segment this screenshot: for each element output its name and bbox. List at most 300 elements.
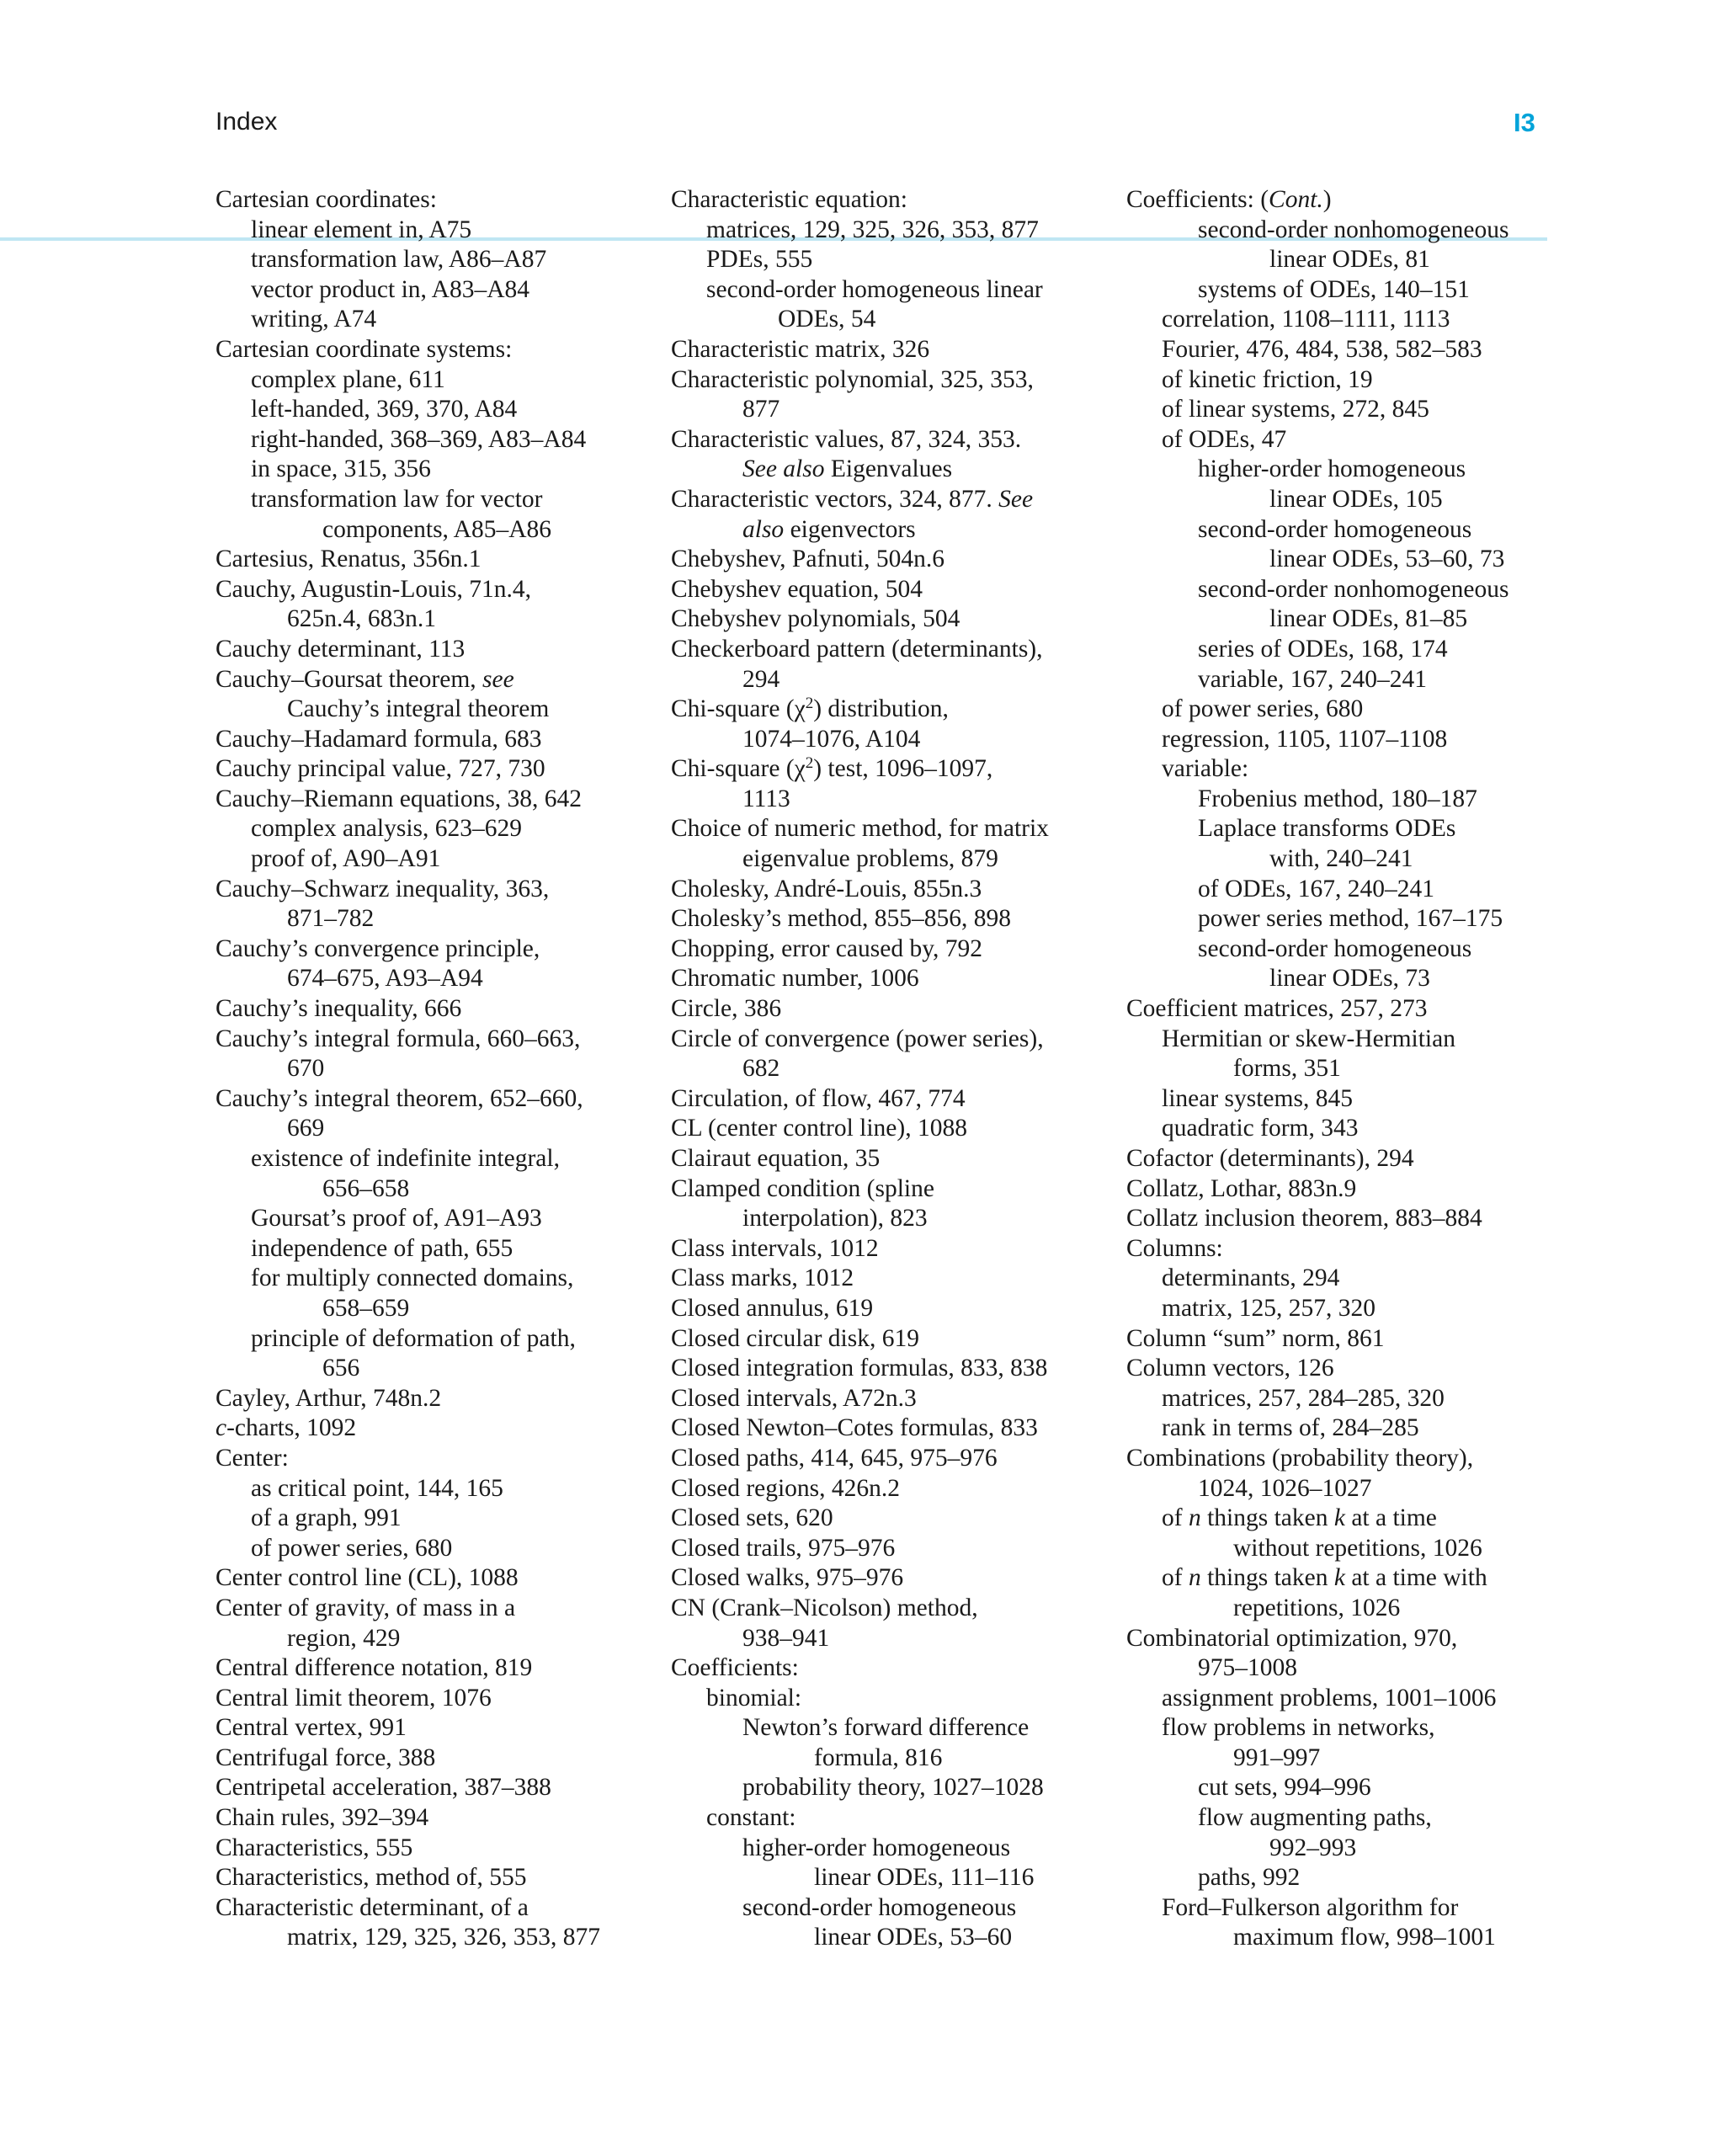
- index-entry: [671, 335, 1109, 365]
- index-entry-continuation: 669: [287, 1115, 325, 1142]
- index-entry: [216, 1563, 653, 1594]
- index-entry-text: rank in terms of, 284–285: [1162, 1414, 1419, 1442]
- index-entry: [1126, 1084, 1564, 1115]
- index-entry-text: PDEs, 555: [706, 246, 813, 274]
- index-entry-continuation: linear ODEs, 81–85: [1269, 605, 1468, 633]
- index-column-3: [1126, 185, 1564, 1953]
- index-entry: [1126, 785, 1564, 815]
- index-entry-text: systems of ODEs, 140–151: [1198, 275, 1470, 303]
- index-entry-continuation: linear ODEs, 81: [1269, 246, 1430, 274]
- index-entry-text: Characteristic matrix, 326: [671, 335, 930, 363]
- index-entry: [1126, 904, 1564, 934]
- index-entry-text: Closed paths, 414, 645, 975–976: [671, 1444, 998, 1472]
- index-entry: [216, 1504, 653, 1534]
- index-entry-text: probability theory, 1027–1028: [742, 1774, 1044, 1802]
- index-entry: [671, 1834, 1109, 1893]
- index-entry-continuation: ODEs, 54: [778, 306, 876, 333]
- index-entry: [1126, 455, 1564, 514]
- index-entry: [1126, 1324, 1564, 1355]
- index-entry-text: Collatz inclusion theorem, 883–884: [1126, 1205, 1482, 1232]
- index-entry: [216, 485, 653, 545]
- index-entry: [671, 575, 1109, 605]
- index-entry-text: Circulation, of flow, 467, 774: [671, 1084, 966, 1112]
- index-entry: [1126, 1025, 1564, 1084]
- index-entry: [671, 964, 1109, 994]
- index-entry-text: for multiply connected domains,: [251, 1264, 574, 1292]
- index-entry: [216, 1534, 653, 1564]
- index-entry-text: Centrifugal force, 388: [216, 1743, 436, 1771]
- index-entry: [1126, 1234, 1564, 1264]
- index-entry: [1126, 185, 1564, 216]
- index-entry-text: Cauchy’s integral formula, 660–663,: [216, 1025, 581, 1052]
- index-entry: [1126, 875, 1564, 905]
- index-entry-continuation: See also Eigenvalues: [742, 455, 953, 483]
- index-entry-continuation: 1113: [742, 785, 790, 812]
- page-number: I3: [1514, 108, 1535, 137]
- index-entry: [216, 1444, 653, 1474]
- index-entry: [1126, 725, 1564, 755]
- index-entry-text: transformation law, A86–A87: [251, 246, 547, 274]
- index-entry-text: Chebyshev, Pafnuti, 504n.6: [671, 546, 945, 573]
- index-entry-continuation: 656–658: [322, 1174, 410, 1202]
- index-entry: [671, 216, 1109, 246]
- index-entry: [216, 1144, 653, 1204]
- index-entry: [216, 785, 653, 815]
- index-entry-continuation: 294: [742, 665, 780, 693]
- index-entry-text: Cauchy determinant, 113: [216, 635, 466, 663]
- index-entry: [216, 575, 653, 635]
- index-entry-continuation: maximum flow, 998–1001: [1233, 1924, 1496, 1951]
- index-entry-text: of ODEs, 47: [1162, 425, 1287, 453]
- index-entry: [1126, 1204, 1564, 1234]
- index-entry-continuation: components, A85–A86: [322, 515, 552, 543]
- index-entry: [216, 335, 653, 365]
- index-entry-text: Coefficients:: [671, 1654, 799, 1682]
- index-entry: [1126, 1773, 1564, 1803]
- index-entry: [1126, 1624, 1564, 1684]
- index-entry-text: Closed Newton–Cotes formulas, 833: [671, 1414, 1038, 1442]
- index-entry-continuation: eigenvalue problems, 879: [742, 845, 998, 873]
- index-entry-text: Chopping, error caused by, 792: [671, 934, 983, 962]
- index-entry-text: Cholesky, André-Louis, 855n.3: [671, 875, 982, 902]
- index-entry: [216, 635, 653, 665]
- index-entry: [216, 305, 653, 335]
- index-entry: [1126, 1144, 1564, 1174]
- index-entry: [216, 425, 653, 455]
- index-entry-continuation: without repetitions, 1026: [1233, 1534, 1482, 1562]
- index-entry-text: second-order homogeneous linear: [706, 275, 1043, 303]
- index-entry: [1126, 216, 1564, 275]
- index-entry-text: Chi-square $(\chi^2)$ distribution,: [671, 695, 949, 723]
- index-entry-text: Closed integration formulas, 833, 838: [671, 1355, 1048, 1382]
- index-entry: [671, 994, 1109, 1025]
- index-entry-text: Characteristic polynomial, 325, 353,: [671, 365, 1034, 393]
- index-entry-text: cut sets, 994–996: [1198, 1774, 1371, 1802]
- index-entry-continuation: 625n.4, 683n.1: [287, 605, 436, 633]
- index-entry-text: CL (center control line), 1088: [671, 1115, 967, 1142]
- index-entry: [216, 1084, 653, 1144]
- index-entry-continuation: 682: [742, 1055, 780, 1083]
- index-entry: [216, 245, 653, 275]
- index-entry-text: Cauchy’s convergence principle,: [216, 934, 540, 962]
- index-entry: [671, 1354, 1109, 1384]
- index-entry-text: Characteristic determinant, of a: [216, 1893, 529, 1921]
- index-entry: [1126, 1893, 1564, 1953]
- index-entry-text: Class marks, 1012: [671, 1264, 854, 1292]
- index-entry-text: CN (Crank–Nicolson) method,: [671, 1594, 978, 1621]
- index-entry-text: Columns:: [1126, 1234, 1223, 1262]
- index-entry: [216, 455, 653, 485]
- index-entry-text: Cartesian coordinates:: [216, 186, 437, 213]
- index-entry: [671, 604, 1109, 635]
- index-entry-text: Center control line (CL), 1088: [216, 1564, 519, 1592]
- index-entry-text: existence of indefinite integral,: [251, 1145, 560, 1172]
- index-entry-text: Chromatic number, 1006: [671, 965, 919, 993]
- index-entry: [671, 1114, 1109, 1144]
- index-entry-text: Characteristic equation:: [671, 186, 907, 213]
- index-entry: [671, 1803, 1109, 1834]
- index-entry-text: Circle of convergence (power series),: [671, 1025, 1044, 1052]
- index-entry-text: Class intervals, 1012: [671, 1234, 879, 1262]
- index-entry-text: assignment problems, 1001–1006: [1162, 1684, 1497, 1711]
- index-entry-text: matrix, 125, 257, 320: [1162, 1294, 1376, 1322]
- index-entry-text: Characteristics, 555: [216, 1834, 413, 1861]
- index-entry-text: determinants, 294: [1162, 1264, 1340, 1292]
- index-entry-continuation: also eigenvectors: [742, 515, 916, 543]
- index-entry: [1126, 994, 1564, 1025]
- index-entry: [1126, 1803, 1564, 1863]
- index-entry: [216, 1713, 653, 1743]
- index-entry: [671, 695, 1109, 754]
- index-entry: [1126, 1264, 1564, 1294]
- index-entry-text: Clamped condition (spline: [671, 1174, 934, 1202]
- index-entry: [1126, 365, 1564, 396]
- index-entry: [216, 1234, 653, 1264]
- index-entry: [671, 425, 1109, 485]
- index-entry: [671, 1474, 1109, 1504]
- index-entry-continuation: 674–675, A93–A94: [287, 965, 483, 993]
- index-entry-text: Choice of numeric method, for matrix: [671, 815, 1049, 843]
- index-entry-continuation: 658–659: [322, 1294, 410, 1322]
- index-entry: [671, 275, 1109, 335]
- index-entry-continuation: Cauchy’s integral theorem: [287, 695, 550, 723]
- index-entry-text: Column vectors, 126: [1126, 1355, 1334, 1382]
- index-entry: [671, 485, 1109, 545]
- index-entry-text: in space, 315, 356: [251, 455, 431, 483]
- index-entry-text: Goursat’s proof of, A91–A93: [251, 1205, 542, 1232]
- index-entry: [1126, 1114, 1564, 1144]
- index-entry: [671, 1534, 1109, 1564]
- index-entry-text: power series method, 167–175: [1198, 905, 1503, 933]
- index-entry: [1126, 515, 1564, 575]
- index-entry: [216, 994, 653, 1025]
- index-entry: [671, 934, 1109, 965]
- index-entry-text: complex analysis, 623–629: [251, 815, 522, 843]
- index-entry-text: Newton’s forward difference: [742, 1714, 1030, 1742]
- index-entry: [216, 1863, 653, 1893]
- index-entry-continuation: linear ODEs, 53–60: [814, 1924, 1013, 1951]
- index-entry-text: Combinatorial optimization, 970,: [1126, 1624, 1458, 1652]
- index-entry-text: Laplace transforms ODEs: [1198, 815, 1456, 843]
- index-entry: [216, 844, 653, 875]
- index-entry-text: as critical point, 144, 165: [251, 1474, 503, 1502]
- index-entry: [671, 1025, 1109, 1084]
- index-entry-text: Circle, 386: [671, 995, 782, 1023]
- index-entry: [671, 1504, 1109, 1534]
- index-entry: [671, 754, 1109, 814]
- index-entry-text: Closed walks, 975–976: [671, 1564, 904, 1592]
- index-entry-text: Closed sets, 620: [671, 1504, 833, 1532]
- index-entry-text: second-order homogeneous: [1198, 934, 1472, 962]
- index-entry-text: of a graph, 991: [251, 1504, 402, 1532]
- index-entry: [1126, 1863, 1564, 1893]
- index-entry: [1126, 1504, 1564, 1563]
- index-entry-text: second-order homogeneous: [1198, 515, 1472, 543]
- index-entry-text: of ODEs, 167, 240–241: [1198, 875, 1435, 902]
- index-entry: [216, 545, 653, 575]
- index-entry: [216, 1204, 653, 1234]
- index-entry: [671, 1773, 1109, 1803]
- index-entry: [671, 875, 1109, 905]
- index-entry: [216, 1324, 653, 1384]
- index-entry-text: of n things taken k at a time with: [1162, 1564, 1487, 1592]
- index-entry-text: Cofactor (determinants), 294: [1126, 1145, 1414, 1172]
- index-entry-text: Characteristic vectors, 324, 877. See: [671, 485, 1034, 513]
- index-entry: [671, 1384, 1109, 1414]
- index-entry: [216, 395, 653, 425]
- index-entry-text: Chi-square $(\chi^2)$ test, 1096–1097,: [671, 754, 993, 783]
- index-entry-text: matrices, 257, 284–285, 320: [1162, 1384, 1445, 1412]
- index-entry-text: complex plane, 611: [251, 365, 445, 393]
- index-entry-text: principle of deformation of path,: [251, 1324, 576, 1352]
- index-entry-text: Chebyshev polynomials, 504: [671, 605, 960, 633]
- index-entry-text: Cayley, Arthur, 748n.2: [216, 1384, 442, 1412]
- index-entry: [1126, 1713, 1564, 1773]
- index-entry-text: of power series, 680: [251, 1534, 453, 1562]
- index-entry-text: correlation, 1108–1111, 1113: [1162, 306, 1450, 333]
- index-entry-text: Clairaut equation, 35: [671, 1145, 881, 1172]
- index-entry: [671, 1893, 1109, 1953]
- index-entry: [671, 1594, 1109, 1653]
- index-entry: [1126, 754, 1564, 785]
- index-entry-text: regression, 1105, 1107–1108: [1162, 725, 1448, 753]
- index-entry-text: Ford–Fulkerson algorithm for: [1162, 1893, 1459, 1921]
- index-entry-text: higher-order homogeneous: [742, 1834, 1011, 1861]
- index-entry: [216, 1474, 653, 1504]
- index-entry-text: Cartesian coordinate systems:: [216, 335, 513, 363]
- index-column-1: [216, 185, 653, 1953]
- index-entry: [1126, 1413, 1564, 1444]
- index-entry: [216, 1743, 653, 1774]
- index-entry-text: c-charts, 1092: [216, 1414, 357, 1442]
- index-entry-text: binomial:: [706, 1684, 802, 1711]
- index-entry: [1126, 395, 1564, 425]
- index-entry-text: second-order homogeneous: [742, 1893, 1017, 1921]
- index-entry-continuation: region, 429: [287, 1624, 401, 1652]
- index-entry: [671, 1413, 1109, 1444]
- index-entry: [1126, 1174, 1564, 1205]
- index-entry-text: Cauchy, Augustin-Louis, 71n.4,: [216, 575, 532, 603]
- index-entry: [1126, 1563, 1564, 1623]
- index-entry-text: of n things taken k at a time: [1162, 1504, 1437, 1532]
- index-entry: [671, 1563, 1109, 1594]
- index-entry: [671, 545, 1109, 575]
- index-entry: [671, 185, 1109, 216]
- index-entry-continuation: linear ODEs, 111–116: [814, 1864, 1035, 1892]
- index-entry: [671, 635, 1109, 695]
- index-entry: [216, 275, 653, 306]
- index-entry: [671, 365, 1109, 425]
- index-entry-text: linear element in, A75: [251, 216, 472, 243]
- index-entry: [1126, 695, 1564, 725]
- index-entry-continuation: 670: [287, 1055, 325, 1083]
- index-entry-continuation: with, 240–241: [1269, 845, 1413, 873]
- index-entry-continuation: 975–1008: [1198, 1654, 1297, 1682]
- index-entry: [1126, 665, 1564, 695]
- index-entry-text: Coefficient matrices, 257, 273: [1126, 995, 1428, 1023]
- index-entry-text: Coefficients: (Cont.): [1126, 186, 1332, 213]
- index-entry-text: Center of gravity, of mass in a: [216, 1594, 516, 1621]
- index-entry-text: flow problems in networks,: [1162, 1714, 1435, 1742]
- index-entry-text: second-order nonhomogeneous: [1198, 575, 1509, 603]
- index-entry: [1126, 575, 1564, 635]
- index-entry-continuation: linear ODEs, 73: [1269, 965, 1430, 993]
- index-entry-text: Combinations (probability theory),: [1126, 1444, 1474, 1472]
- index-entry-text: second-order nonhomogeneous: [1198, 216, 1509, 243]
- index-entry-continuation: 871–782: [287, 905, 375, 933]
- index-entry-text: of power series, 680: [1162, 695, 1364, 723]
- index-entry-text: Characteristics, method of, 555: [216, 1864, 527, 1892]
- index-entry: [216, 1594, 653, 1653]
- index-entry-text: Closed regions, 426n.2: [671, 1474, 901, 1502]
- index-entry: [216, 1834, 653, 1864]
- index-entry-text: Column “sum” norm, 861: [1126, 1324, 1385, 1352]
- index-entry-text: Cauchy’s integral theorem, 652–660,: [216, 1084, 583, 1112]
- index-entry-text: Central vertex, 991: [216, 1714, 407, 1742]
- index-entry-text: of kinetic friction, 19: [1162, 365, 1373, 393]
- index-entry: [1126, 275, 1564, 306]
- index-entry: [216, 934, 653, 994]
- index-entry: [1126, 1444, 1564, 1504]
- index-entry: [216, 1653, 653, 1684]
- index-entry-text: quadratic form, 343: [1162, 1115, 1359, 1142]
- index-entry-text: vector product in, A83–A84: [251, 275, 529, 303]
- index-entry: [216, 1413, 653, 1444]
- index-entry-text: Cholesky’s method, 855–856, 898: [671, 905, 1011, 933]
- index-entry: [1126, 814, 1564, 874]
- index-entry-text: Closed circular disk, 619: [671, 1324, 919, 1352]
- index-entry-text: independence of path, 655: [251, 1234, 513, 1262]
- running-header: [0, 99, 1724, 141]
- index-entry: [216, 875, 653, 934]
- index-entry: [1126, 934, 1564, 994]
- index-entry-text: Checkerboard pattern (determinants),: [671, 635, 1043, 663]
- index-entry-text: variable, 167, 240–241: [1198, 665, 1427, 693]
- index-entry: [216, 814, 653, 844]
- index-entry: [671, 1264, 1109, 1294]
- index-entry-text: Cauchy’s inequality, 666: [216, 995, 462, 1023]
- index-column-2: [671, 185, 1109, 1953]
- index-entry: [671, 814, 1109, 874]
- index-entry-continuation: linear ODEs, 105: [1269, 485, 1443, 513]
- index-entry-text: right-handed, 368–369, A83–A84: [251, 425, 587, 453]
- index-entry: [671, 1324, 1109, 1355]
- index-entry-text: higher-order homogeneous: [1198, 455, 1466, 483]
- index-entry-text: Closed intervals, A72n.3: [671, 1384, 917, 1412]
- index-entry-text: writing, A74: [251, 306, 377, 333]
- index-entry-text: paths, 992: [1198, 1864, 1301, 1892]
- index-entry: [1126, 335, 1564, 365]
- index-entry-text: Cauchy–Schwarz inequality, 363,: [216, 875, 550, 902]
- index-entry-text: Centripetal acceleration, 387–388: [216, 1774, 551, 1802]
- index-entry: [216, 1384, 653, 1414]
- index-entry: [216, 1025, 653, 1084]
- index-entry-text: Chain rules, 392–394: [216, 1804, 429, 1832]
- index-entry: [216, 1773, 653, 1803]
- index-entry-text: Closed trails, 975–976: [671, 1534, 896, 1562]
- index-entry: [671, 904, 1109, 934]
- index-entry: [216, 1893, 653, 1953]
- index-entry-continuation: forms, 351: [1233, 1055, 1341, 1083]
- index-entry: [671, 245, 1109, 275]
- index-entry-text: of linear systems, 272, 845: [1162, 396, 1429, 423]
- index-entry-continuation: 1024, 1026–1027: [1198, 1474, 1372, 1502]
- index-entry: [216, 185, 653, 216]
- index-entry-continuation: linear ODEs, 53–60, 73: [1269, 546, 1505, 573]
- index-entry: [216, 365, 653, 396]
- index-entry: [671, 1444, 1109, 1474]
- index-entry-continuation: 938–941: [742, 1624, 830, 1652]
- index-entry: [1126, 425, 1564, 455]
- index-entry-text: Cauchy–Goursat theorem, see: [216, 665, 514, 693]
- index-entry-continuation: 992–993: [1269, 1834, 1357, 1861]
- index-entry: [671, 1653, 1109, 1684]
- index-entry: [671, 1713, 1109, 1773]
- index-entry: [216, 216, 653, 246]
- index-entry: [216, 665, 653, 725]
- index-entry: [671, 1174, 1109, 1234]
- index-entry: [1126, 305, 1564, 335]
- index-entry: [671, 1144, 1109, 1174]
- index-entry-text: series of ODEs, 168, 174: [1198, 635, 1448, 663]
- index-entry: [216, 754, 653, 785]
- index-entry-text: Cauchy–Hadamard formula, 683: [216, 725, 542, 753]
- index-entry-text: Central limit theorem, 1076: [216, 1684, 492, 1711]
- index-entry-continuation: 1074–1076, A104: [742, 725, 921, 753]
- index-entry-text: matrices, 129, 325, 326, 353, 877: [706, 216, 1039, 243]
- index-entry-text: Collatz, Lothar, 883n.9: [1126, 1174, 1357, 1202]
- index-entry: [671, 1234, 1109, 1264]
- index-entry-text: left-handed, 369, 370, A84: [251, 396, 518, 423]
- index-entry-text: Fourier, 476, 484, 538, 582–583: [1162, 335, 1482, 363]
- index-entry-text: Cartesius, Renatus, 356n.1: [216, 546, 482, 573]
- index-entry-continuation: 656: [322, 1355, 360, 1382]
- index-entry: [216, 1684, 653, 1714]
- index-entry-text: Closed annulus, 619: [671, 1294, 874, 1322]
- index-entry-text: transformation law for vector: [251, 485, 543, 513]
- index-entry-text: Center:: [216, 1444, 289, 1472]
- index-entry-continuation: interpolation), 823: [742, 1205, 928, 1232]
- index-entry-text: variable:: [1162, 755, 1249, 783]
- index-entry-text: Cauchy–Riemann equations, 38, 642: [216, 785, 583, 812]
- index-entry-text: Hermitian or skew-Hermitian: [1162, 1025, 1455, 1052]
- index-entry-continuation: formula, 816: [814, 1743, 943, 1771]
- index-entry-text: Central difference notation, 819: [216, 1654, 533, 1682]
- index-entry: [216, 1803, 653, 1834]
- index-entry: [1126, 1384, 1564, 1414]
- index-entry: [216, 725, 653, 755]
- index-entry: [1126, 1354, 1564, 1384]
